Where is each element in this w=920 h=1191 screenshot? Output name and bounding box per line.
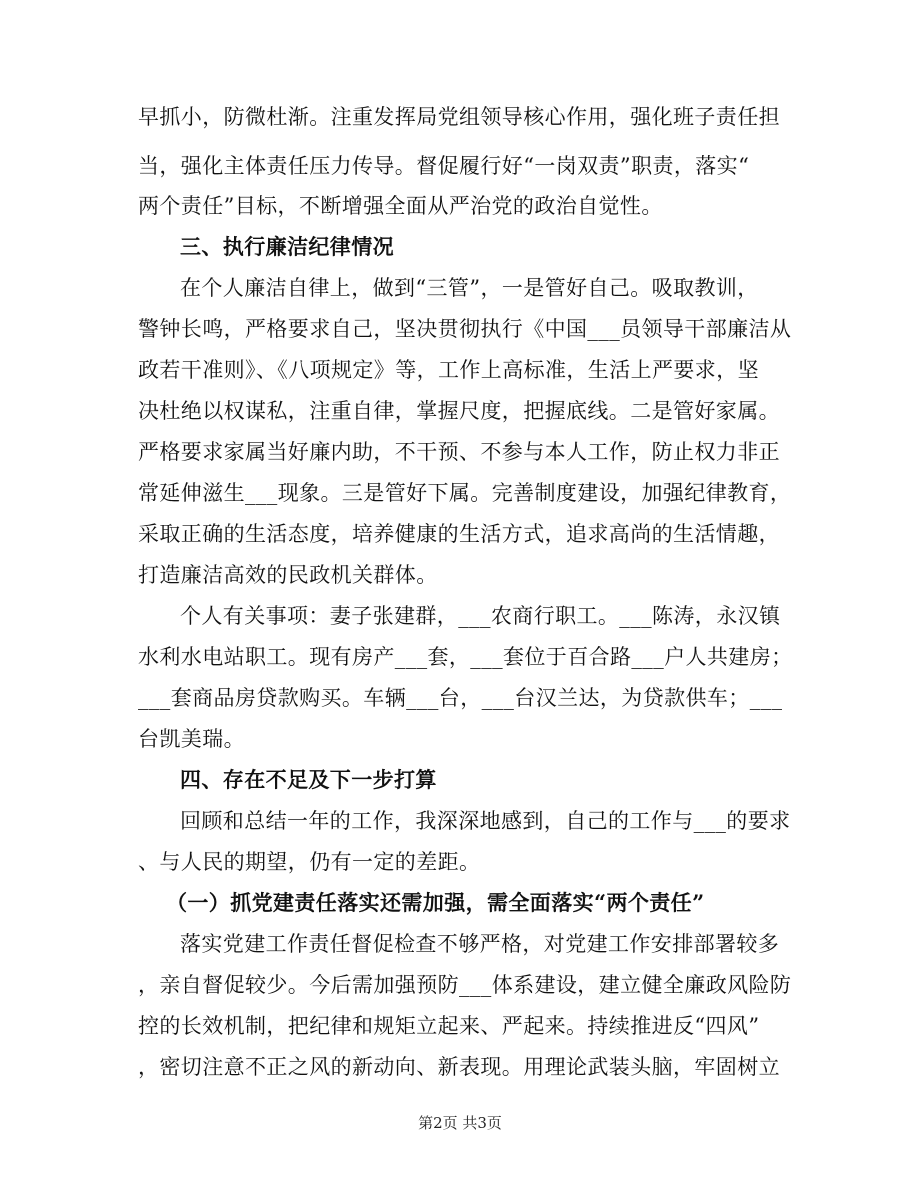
section-heading-4: 四、存在不足及下一步打算 bbox=[180, 768, 437, 792]
paragraph-line: 早抓小，防微杜渐。注重发挥局党组领导核心作用，强化班子责任担 bbox=[138, 105, 780, 129]
paragraph-line: ，密切注意不正之风的新动向、新表现。用理论武装头脑，牢固树立 bbox=[138, 1055, 780, 1079]
paragraph-line: 水利水电站职工。现有房产___套，___套位于百合路___户人共建房； bbox=[138, 645, 793, 669]
paragraph-line: ___套商品房贷款购买。车辆___台，___台汉兰达，为贷款供车；___ bbox=[138, 686, 783, 710]
paragraph-line: 回顾和总结一年的工作，我深深地感到，自己的工作与___的要求 bbox=[180, 809, 791, 833]
paragraph-line: 个人有关事项：妻子张建群，___农商行职工。___陈涛，永汉镇 bbox=[180, 604, 781, 628]
paragraph-line: 台凯美瑞。 bbox=[138, 727, 245, 751]
paragraph-line: 在个人廉洁自律上，做到“三管”，一是管好自己。吸取教训， bbox=[180, 276, 759, 300]
paragraph-line: ，亲自督促较少。今后需加强预防___体系建设，建立健全廉政风险防 bbox=[138, 973, 792, 997]
paragraph-line: 当，强化主体责任压力传导。督促履行好“一岗双责”职责，落实“ bbox=[138, 154, 750, 178]
paragraph-line: 政若干准则》、《八项规定》等，工作上高标准，生活上严要求，坚 bbox=[138, 358, 759, 382]
paragraph-line: 控的长效机制，把纪律和规矩立起来、严起来。持续推进反“四风” bbox=[138, 1014, 760, 1038]
paragraph-line: 两个责任”目标，不断增强全面从严治党的政治自觉性。 bbox=[138, 194, 663, 218]
paragraph-line: 常延伸滋生___现象。三是管好下属。完善制度建设，加强纪律教育， bbox=[138, 481, 792, 505]
paragraph-line: 打造廉洁高效的民政机关群体。 bbox=[138, 563, 438, 587]
paragraph-line: 警钟长鸣，严格要求自己，坚决贯彻执行《中国___员领导干部廉洁从 bbox=[138, 317, 792, 341]
paragraph-line: 决杜绝以权谋私，注重自律，掌握尺度，把握底线。二是管好家属。 bbox=[138, 399, 780, 423]
section-heading-3: 三、执行廉洁纪律情况 bbox=[180, 235, 394, 259]
subsection-heading-1: （一）抓党建责任落实还需加强，需全面落实“两个责任” bbox=[166, 890, 705, 915]
paragraph-line: 落实党建工作责任督促检查不够严格，对党建工作安排部署较多 bbox=[180, 932, 780, 956]
paragraph-line: 、与人民的期望，仍有一定的差距。 bbox=[138, 850, 481, 874]
page-number: 第2页 共3页 bbox=[418, 1114, 502, 1132]
paragraph-line: 采取正确的生活态度，培养健康的生活方式，追求高尚的生活情趣， bbox=[138, 522, 780, 546]
paragraph-line: 严格要求家属当好廉内助，不干预、不参与本人工作，防止权力非正 bbox=[138, 440, 780, 464]
